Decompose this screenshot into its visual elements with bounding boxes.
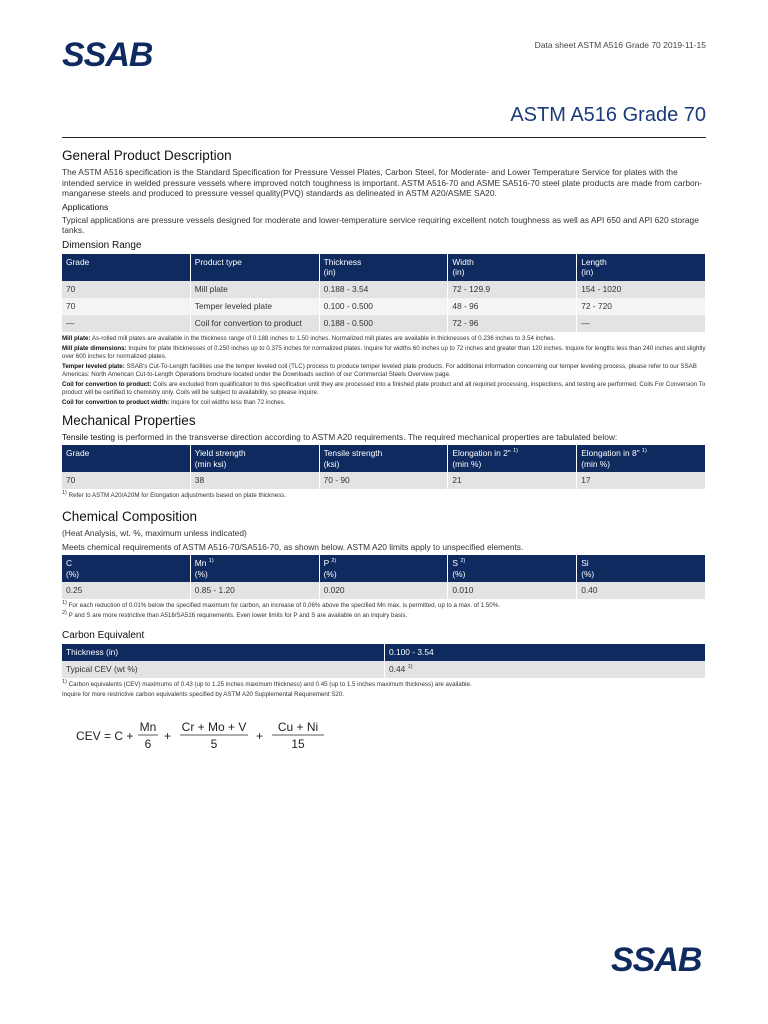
mechanical-table [62,445,706,489]
table-cell: 0.100 - 0.500 [320,298,449,315]
chemical-footnote: $^{2)}$ P and S are more restrictive than A516/SA516 requirements. Even lower limits for P and S are available on an inquiry basis. [62,609,408,619]
table-cell: 72 - 720 [577,298,706,315]
table-cell: 70 [62,298,191,315]
dimension-note: Temper leveled plate: SSAB's Cut-To-Length facilities use the temper leveled coil (TLC) process to produce temper leveled plate products. For additional information concerning our temper leveling process, please refer to our SSAB Americas: North American Cut-to-Length Operations brochure located under the Downloads section of our Commercial Steels Overview page. [62,362,697,378]
mechanical-col-header: Grade [62,445,191,472]
general-heading: General Product Description [62,148,232,163]
chemical-heading: Chemical Composition [62,509,198,524]
formula-term3-den: 15 [291,736,305,751]
dimension-col-header: Width (in) [448,254,577,281]
page-title: ASTM A516 Grade 70 [510,104,706,126]
mechanical-col-header: Elongation in 2" $^{1)}$ (min %) [448,445,577,472]
ssab-logo-footer [611,941,711,975]
table-cell: 0.25 [62,582,191,599]
table-cell: 0.85 - 1.20 [191,582,320,599]
ssab-logo [62,36,162,70]
carbon-inquire: Inquire for more restrictive carbon equivalents specified by ASTM A20 Supplemental Requirement S20. [62,690,345,698]
table-cell: 0.188 - 0.500 [320,315,449,332]
carbon-col-header: 0.100 - 3.54 [385,644,706,661]
table-row [62,315,706,332]
formula-term1-den: 6 [144,736,152,751]
dimension-col-header: Length (in) [577,254,706,281]
table-cell: 70 [62,472,191,489]
table-row [62,472,706,489]
table-cell: — [577,315,706,332]
table-cell: 0.020 [320,582,449,599]
table-cell: 0.188 - 3.54 [320,281,449,298]
formula-term1-num: Mn [139,719,157,734]
chemical-header-row [62,555,706,582]
table-cell: 154 - 1020 [577,281,706,298]
dimension-col-header: Thickness (in) [320,254,449,281]
table-cell: 38 [191,472,320,489]
carbon-header-row [62,644,706,661]
mechanical-intro: Tensile testing is performed in the transverse direction according to ASTM A20 requirements. The required mechanical properties are tabulated below: [62,431,618,442]
carbon-heading: Carbon Equivalent [62,630,145,641]
dimension-note: Coil for convertion to product width: Inquire for coil widths less than 72 inches. [62,398,286,406]
dimension-note: Mill plate dimensions: Inquire for plate thicknesses of 0.250 inches up to 0.375 inches for normalized plates. Inquire for widths 60 inches up to 72 inches and greater than 120 inches. Inquire for lengths less than 240 inches and slightly over 600 inches for normalized plates. [62,344,706,360]
table-cell: Coil for convertion to product [191,315,320,332]
chemical-table [62,555,706,599]
chemical-sub2: Meets chemical requirements of ASTM A516-70/SA516-70, as shown below. ASTM A20 limits apply to unspecified elements. [62,541,524,552]
table-cell: 0.44 $^{1)}$ [385,661,706,678]
table-row [62,661,706,678]
chemical-col-header: C (%) [62,555,191,582]
chemical-col-header: S $^{2)}$ (%) [448,555,577,582]
mechanical-heading: Mechanical Properties [62,412,196,428]
dimension-note: Mill plate: As-rolled mill plates are available in the thickness range of 0.188 inches to 1.50 inches. Normalized mill plates are available in thicknesses of 0.236 inches to 3.54 inches. [62,334,556,342]
formula-plus: + [256,728,264,743]
ssab-logo-text: SSAB [62,36,153,70]
table-cell: Typical CEV (wt %) [62,661,385,678]
dimension-header-row [62,254,706,281]
formula-plus: + [164,728,172,743]
table-cell: 17 [577,472,706,489]
dimension-heading: Dimension Range [62,239,142,251]
table-cell: 70 - 90 [320,472,449,489]
table-cell: 72 - 96 [448,315,577,332]
table-cell: Mill plate [191,281,320,298]
title-divider [62,137,706,138]
mechanical-col-header: Elongation in 8" $^{1)}$ (min %) [577,445,706,472]
formula-lhs: CEV = C + [76,728,134,743]
table-row [62,582,706,599]
applications-heading: Applications [62,201,109,212]
table-cell: 48 - 96 [448,298,577,315]
main-content [62,148,706,766]
table-cell: — [62,315,191,332]
mechanical-header-row [62,445,706,472]
table-cell: 0.010 [448,582,577,599]
mechanical-col-header: Yield strength (min ksi) [191,445,320,472]
doc-reference: Data sheet ASTM A516 Grade 70 2019-11-15 [534,40,706,50]
general-description: The ASTM A516 specification is the Standard Specification for Pressure Vessel Plates, Carbon Steel, for Moderate- and Lower Temperature Service for plates with the intended service in welded pressure vessels where improved notch toughness is important. ASTM A516-70 and ASME SA516-70 steel plate products are made from carbon-manganese steels and produced to pressure vessel quality(PVQ) standards as delineated in ASTM A20/ASME SA20. [62,167,703,198]
carbon-col-header: Thickness (in) [62,644,385,661]
cev-formula [76,715,336,761]
carbon-footnote: $^{1)}$ Carbon equivalents (CEV) maximums of 0.43 (up to 1.25 inches maximum thickness) and 0.45 (up to 1.5 inches maximum thickness) are available. [62,678,472,688]
ssab-logo-text: SSAB [611,941,702,975]
table-cell: 70 [62,281,191,298]
table-cell: 21 [448,472,577,489]
dimension-table [62,254,706,332]
dimension-col-header: Product type [191,254,320,281]
mechanical-col-header: Tensile strength (ksi) [320,445,449,472]
table-cell: Temper leveled plate [191,298,320,315]
formula-term2-num: Cr + Mo + V [181,719,247,734]
dimension-note: Coil for convertion to product: Coils are excluded from qualification to this specification until they are processed into a finished plate product and all required processing, inspections, and testing are performed. Coils For Conversion To product will be certified to chemistry only. Coils will be subject to availability, so please inquire. [62,380,706,396]
table-cell: 0.40 [577,582,706,599]
table-row [62,298,706,315]
dimension-col-header: Grade [62,254,191,281]
formula-term3-num: Cu + Ni [277,719,319,734]
chemical-col-header: Mn $^{1)}$ (%) [191,555,320,582]
table-cell: 72 - 129.9 [448,281,577,298]
chemical-col-header: Si (%) [577,555,706,582]
formula-term2-den: 5 [210,736,218,751]
applications-text: Typical applications are pressure vessels designed for moderate and lower-temperature service requiring excellent notch toughness as well as API 650 and API 620 storage tanks. [62,214,699,235]
chemical-footnote: $^{1)}$ For each reduction of 0.01% below the specified maximum for carbon, an increase of 0.06% above the specified Mn max. is permitted, up to a max. of 1.50%. [62,599,500,609]
carbon-table [62,644,706,678]
mechanical-footnote: $^{1)}$ Refer to ASTM A20/A20M for Elongation adjustments based on plate thickness. [62,489,286,499]
table-row [62,281,706,298]
chemical-sub1: (Heat Analysis, wt. %, maximum unless indicated) [62,528,247,538]
chemical-col-header: P $^{2)}$ (%) [320,555,449,582]
